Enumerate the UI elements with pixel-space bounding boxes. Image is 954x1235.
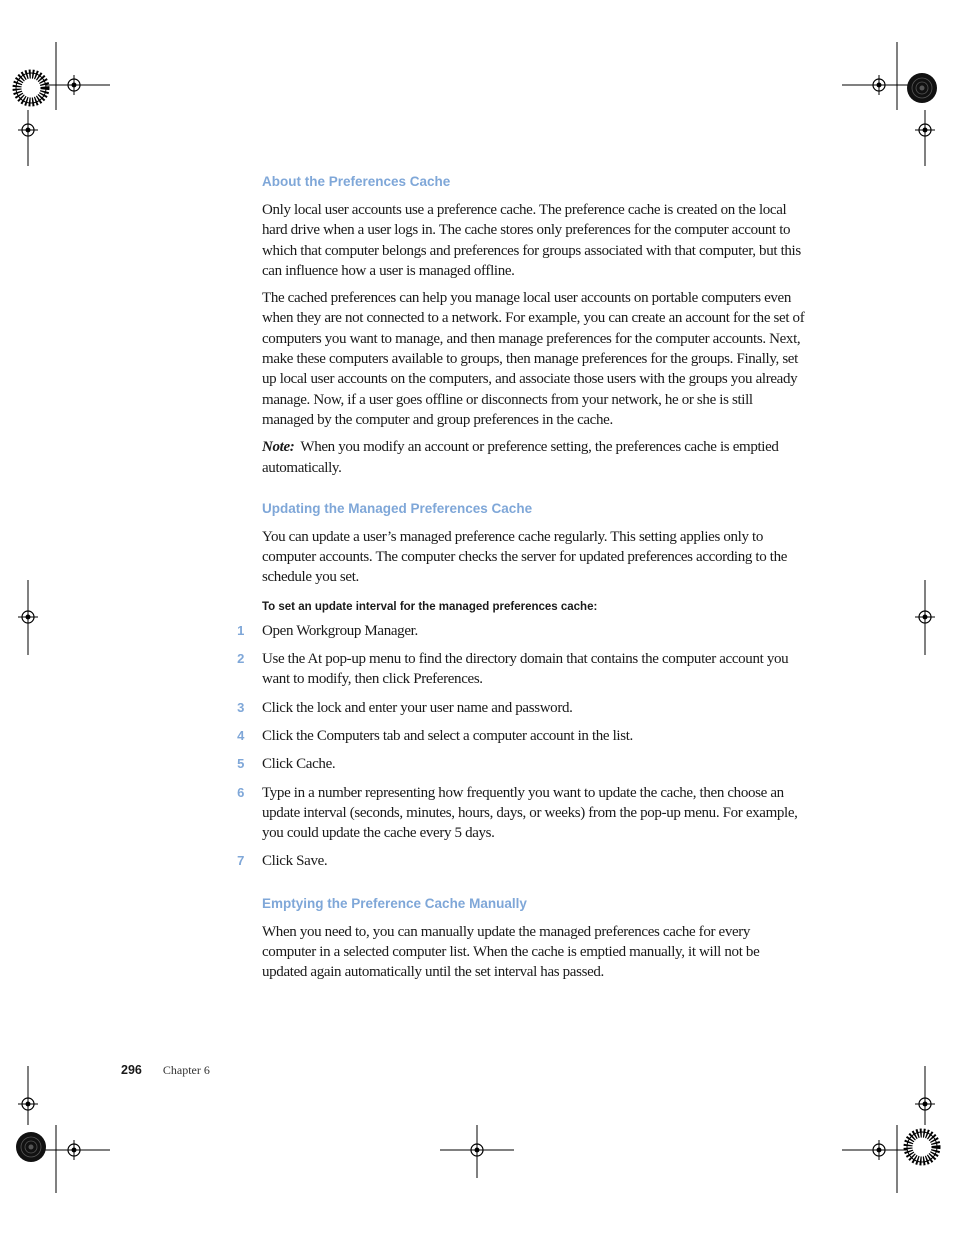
note-label: Note:	[262, 439, 295, 456]
step-text: Click Cache.	[262, 756, 336, 773]
step-item	[237, 698, 807, 718]
section-heading: Updating the Managed Preferences Cache	[262, 500, 533, 516]
step-number: 4	[237, 727, 244, 743]
document-body	[237, 172, 807, 990]
step-item	[237, 754, 807, 774]
step-text: Type in a number representing how frequently you want to update the cache, then choose an update interval (seconds, minutes, hours, days, or weeks) from the pop-up menu. For example, you could update the cache every 5 days.	[262, 784, 798, 842]
step-item	[237, 726, 807, 746]
section-heading: About the Preferences Cache	[262, 174, 451, 189]
step-item	[237, 649, 807, 690]
paragraph: Only local user accounts use a preference cache. The preference cache is created on the local hard drive when a user logs in. The cache stores only preferences for the computer account to which that computer belongs and preferences for groups associated with that computer, but this can influence how a user is managed offline.	[262, 202, 801, 279]
step-text: Use the At pop-up menu to find the directory domain that contains the computer account you want to modify, then click Preferences.	[262, 651, 789, 688]
note-text: When you modify an account or preference setting, the preferences cache is emptied automatically.	[262, 439, 779, 476]
paragraph: You can update a user’s managed preference cache regularly. This setting applies only to computer accounts. The computer checks the server for updated preferences according to the schedule you set.	[262, 528, 788, 586]
step-number: 7	[237, 853, 244, 869]
step-text: Click Save.	[262, 853, 328, 870]
step-number: 6	[237, 784, 244, 800]
task-heading: To set an update interval for the managed preferences cache:	[262, 600, 598, 613]
step-number: 5	[237, 756, 244, 772]
paragraph: The cached preferences can help you manage local user accounts on portable computers even when they are not connected to a network. For example, you can create an account for the set of computers you want to manage, and then manage preferences for the computer accounts. Next, make these computers available to groups, then manage preferences for the groups. Finally, set up local user accounts on the computers, and associate those users with the groups you already manage. Now, if a user goes offline or disconnects from your network, he or she is still managed by the computer and group preferences in the cache.	[262, 290, 805, 428]
step-item	[237, 783, 807, 844]
step-number: 2	[237, 651, 244, 667]
page-footer	[121, 1063, 210, 1078]
step-text: Open Workgroup Manager.	[262, 622, 418, 639]
step-item	[237, 851, 807, 871]
note	[262, 437, 807, 478]
step-number: 1	[237, 622, 244, 638]
page-number: 296	[121, 1063, 142, 1077]
step-text: Click the Computers tab and select a computer account in the list.	[262, 727, 633, 744]
paragraph: When you need to, you can manually update the managed preferences cache for every computer in a selected computer list. When the cache is emptied manually, it will not be updated again automatically until the set interval has passed.	[262, 923, 760, 981]
step-text: Click the lock and enter your user name and password.	[262, 699, 573, 716]
step-item	[237, 621, 807, 641]
step-number: 3	[237, 699, 244, 715]
chapter-label: Chapter 6	[162, 1063, 210, 1077]
section-heading: Emptying the Preference Cache Manually	[262, 895, 527, 911]
